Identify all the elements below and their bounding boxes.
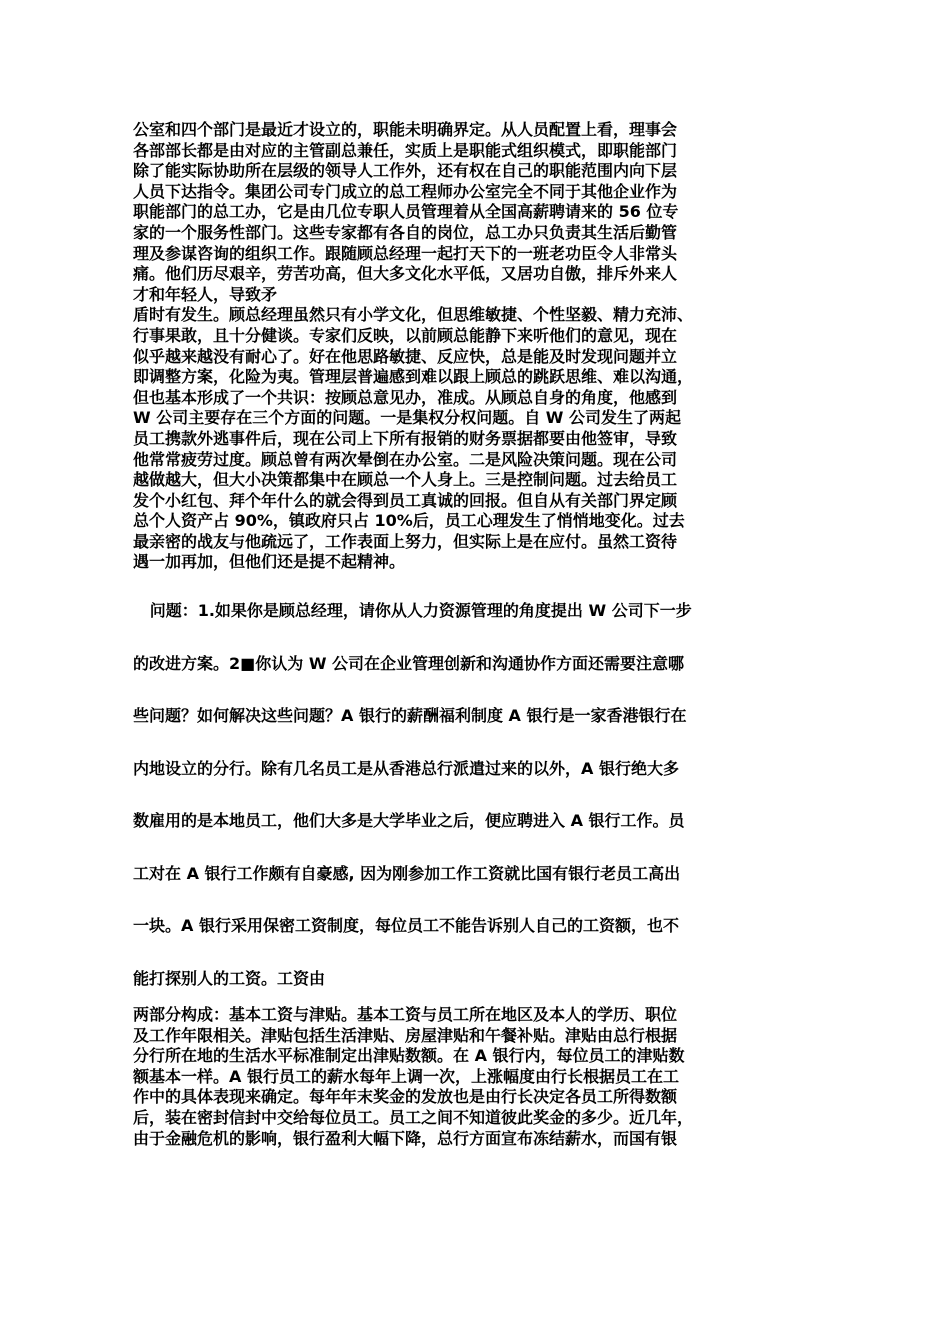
text-line: 除了能实际协助所在层级的领导人工作外，还有权在自己的职能范围内向下层 — [133, 161, 678, 181]
text-line: 痛。他们历尽艰辛，劳苦功高，但大多文化水平低，又居功自傲，排斥外来人 — [133, 264, 678, 284]
text-line: 后，装在密封信封中交给每位员工。员工之间不知道彼此奖金的多少。近几年， — [133, 1108, 694, 1128]
text-line: 发个小红包、拜个年什么的就会得到员工真诚的回报。但自从有关部门界定顾 — [133, 490, 678, 510]
paragraph-company-background — [133, 120, 833, 573]
paragraph-questions — [133, 585, 833, 1005]
text-line: 职能部门的总工办，它是由几位专职人员管理着从全国高薪聘请来的 56 位专 — [133, 202, 679, 222]
text-line: 他常常疲劳过度。顾总曾有两次晕倒在办公室。二是风险决策问题。现在公司 — [133, 449, 678, 469]
document-page — [133, 120, 833, 1149]
text-line: 最亲密的战友与他疏远了，工作表面上努力，但实际上是在应付。虽然工资待 — [133, 531, 678, 551]
text-line: 内地设立的分行。除有几名员工是从香港总行派遣过来的以外，A 银行绝大多 — [133, 758, 679, 778]
text-line: 总个人资产占 90%，镇政府只占 10%后，员工心理发生了悄悄地变化。过去 — [133, 511, 685, 531]
text-line: 作中的具体表现来确定。每年年末奖金的发放也是由行长决定各员工所得数额 — [133, 1087, 678, 1107]
text-line: 但也基本形成了一个共识：按顾总意见办，准成。从顾总自身的角度，他感到 — [133, 387, 678, 407]
text-line: 数雇用的是本地员工，他们大多是大学毕业之后，便应聘进入 A 银行工作。员 — [133, 811, 685, 831]
text-line: 员工携款外逃事件后，现在公司上下所有报销的财务票据都要由他签审，导致 — [133, 428, 678, 448]
text-line: 理及参谋咨询的组织工作。跟随顾总经理一起打天下的一班老功臣令人非常头 — [133, 243, 678, 263]
text-line: 遇一加再加，但他们还是提不起精神。 — [133, 552, 406, 572]
text-line: W 公司主要存在三个方面的问题。一是集权分权问题。自 W 公司发生了两起 — [133, 408, 682, 428]
text-line: 由于金融危机的影响，银行盈利大幅下降，总行方面宣布冻结薪水，而国有银 — [133, 1128, 678, 1148]
text-line: 一块。A 银行采用保密工资制度，每位员工不能告诉别人自己的工资额，也不 — [133, 916, 679, 936]
text-line: 公室和四个部门是最近才设立的，职能未明确界定。从人员配置上看，理事会 — [133, 120, 678, 139]
text-line: 问题：1.如果你是顾总经理，请你从人力资源管理的角度提出 W 公司下一步 — [133, 601, 692, 621]
text-line: 额基本一样。A 银行员工的薪水每年上调一次，上涨幅度由行长根据员工在工 — [133, 1066, 679, 1086]
text-line: 家的一个服务性部门。这些专家都有各自的岗位，总工办只负责其生活后勤管 — [133, 222, 678, 242]
text-line: 越做越大，但大小决策都集中在顾总一个人身上。三是控制问题。过去给员工 — [133, 470, 678, 490]
text-line: 及工作年限相关。津贴包括生活津贴、房屋津贴和午餐补贴。津贴由总行根据 — [133, 1025, 678, 1045]
text-line: 似乎越来越没有耐心了。好在他思路敏捷、反应快，总是能及时发现问题并立 — [133, 346, 678, 366]
paragraph-salary-structure — [133, 1005, 833, 1149]
text-line: 才和年轻人，导致矛 — [133, 284, 278, 304]
text-line: 分行所在地的生活水平标准制定出津贴数额。在 A 银行内，每位员工的津贴数 — [133, 1046, 685, 1066]
text-line: 各部部长都是由对应的主管副总兼任，实质上是职能式组织模式，即职能部门 — [133, 140, 678, 160]
text-line: 即调整方案，化险为夷。管理层普遍感到难以跟上顾总的跳跃思维、难以沟通， — [133, 367, 694, 387]
text-line: 工对在 A 银行工作颇有自豪感, 因为刚参加工作工资就比国有银行老员工高出 — [133, 863, 681, 883]
text-line: 能打探别人的工资。工资由 — [133, 968, 326, 988]
text-line: 两部分构成：基本工资与津贴。基本工资与员工所在地区及本人的学历、职位 — [133, 1005, 678, 1025]
text-line: 的改进方案。2■你认为 W 公司在企业管理创新和沟通协作方面还需要注意哪 — [133, 653, 685, 673]
text-line: 人员下达指令。集团公司专门成立的总工程师办公室完全不同于其他企业作为 — [133, 181, 678, 201]
text-line: 盾时有发生。顾总经理虽然只有小学文化，但思维敏捷、个性坚毅、精力充沛、 — [133, 305, 694, 325]
text-line: 行事果敢，且十分健谈。专家们反映，以前顾总能静下来听他们的意见，现在 — [133, 325, 678, 345]
text-line: 些问题？如何解决这些问题？A 银行的薪酬福利制度 A 银行是一家香港银行在 — [133, 706, 687, 726]
